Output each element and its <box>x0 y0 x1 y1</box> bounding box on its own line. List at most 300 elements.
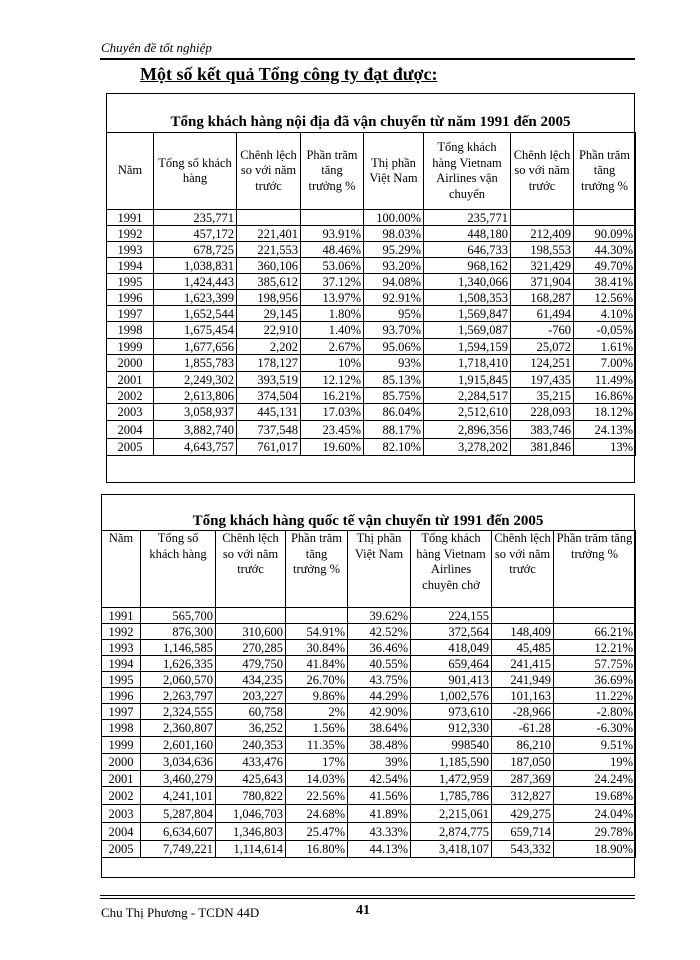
table-cell: 287,369 <box>492 771 554 787</box>
year-cell: 1998 <box>107 322 154 339</box>
table-cell: 148,409 <box>492 624 554 640</box>
table-cell: 457,172 <box>154 226 237 242</box>
table-cell: 1,046,703 <box>216 805 286 823</box>
table-cell: 12.56% <box>574 290 636 306</box>
table-cell <box>301 210 364 226</box>
table-header-row <box>102 531 636 608</box>
table-cell: 93.20% <box>364 258 424 274</box>
table-cell: -2.80% <box>554 704 636 720</box>
table-cell: 11.35% <box>286 737 348 754</box>
table-cell: 57.75% <box>554 656 636 672</box>
table-row <box>107 322 636 339</box>
table-cell: 54.91% <box>286 624 348 640</box>
table-cell: 85.75% <box>364 388 424 404</box>
table-cell: 2,896,356 <box>424 421 511 439</box>
table-cell: 5,287,804 <box>141 805 216 823</box>
year-cell: 2001 <box>102 771 141 787</box>
table-cell: 93% <box>364 355 424 372</box>
table-cell: 221,401 <box>237 226 301 242</box>
table-cell: -61.28 <box>492 720 554 737</box>
table-row <box>107 372 636 388</box>
table-cell: 90.09% <box>574 226 636 242</box>
international-table-caption: Tổng khách hàng quốc tế vận chuyển từ 1991 đến 2005 <box>192 513 544 529</box>
table-cell: 92.91% <box>364 290 424 306</box>
table-cell: 1,114,614 <box>216 841 286 858</box>
column-header: Phần trăm tăng trưởng % <box>574 133 636 210</box>
table-cell: 418,049 <box>411 640 492 656</box>
table-row <box>107 339 636 355</box>
domestic-table-caption: Tổng khách hàng nội địa đã vận chuyển từ năm 1991 đến 2005 <box>170 114 571 130</box>
table-cell: 36.46% <box>348 640 411 656</box>
table-cell: 95% <box>364 306 424 322</box>
year-cell: 2000 <box>107 355 154 372</box>
table-cell: 433,476 <box>216 754 286 771</box>
table-cell: 1,472,959 <box>411 771 492 787</box>
table-cell: 42.52% <box>348 624 411 640</box>
year-cell: 1993 <box>102 640 141 656</box>
table-cell: 235,771 <box>424 210 511 226</box>
year-cell: 1997 <box>102 704 141 720</box>
table-cell: 228,093 <box>511 404 574 421</box>
table-cell: 4.10% <box>574 306 636 322</box>
table-cell: 187,050 <box>492 754 554 771</box>
table-cell: 29,145 <box>237 306 301 322</box>
table-cell: 901,413 <box>411 672 492 688</box>
table-cell: 38.41% <box>574 274 636 290</box>
year-cell: 2003 <box>102 805 141 823</box>
table-cell: 19.60% <box>301 439 364 456</box>
international-table-frame <box>101 494 635 878</box>
column-header: Chênh lệch so với năm trước <box>216 531 286 608</box>
table-cell: 45,485 <box>492 640 554 656</box>
table-cell: 101,163 <box>492 688 554 704</box>
table-cell: 360,106 <box>237 258 301 274</box>
table-cell: 2,601,160 <box>141 737 216 754</box>
table-cell: 19% <box>554 754 636 771</box>
table-cell: 1,508,353 <box>424 290 511 306</box>
table-cell: 393,519 <box>237 372 301 388</box>
table-cell: 197,435 <box>511 372 574 388</box>
table-cell: 3,418,107 <box>411 841 492 858</box>
table-cell: 2,060,570 <box>141 672 216 688</box>
table-cell: 2,324,555 <box>141 704 216 720</box>
table-cell: 44.30% <box>574 242 636 258</box>
table-cell: 38.64% <box>348 720 411 737</box>
column-header: Chênh lệch so với năm trước <box>511 133 574 210</box>
table-row <box>107 439 636 456</box>
table-cell: 1,185,590 <box>411 754 492 771</box>
page-header: Chuyên đề tốt nghiệp <box>101 40 212 55</box>
table-cell: 30.84% <box>286 640 348 656</box>
column-header: Thị phần Việt Nam <box>364 133 424 210</box>
table-row <box>102 640 636 656</box>
table-cell: 1.80% <box>301 306 364 322</box>
table-cell: 2,263,797 <box>141 688 216 704</box>
table-cell: 36,252 <box>216 720 286 737</box>
table-cell: 95.29% <box>364 242 424 258</box>
table-cell: 41.56% <box>348 787 411 805</box>
year-cell: 2004 <box>102 823 141 841</box>
table-cell: 1,626,335 <box>141 656 216 672</box>
table-row <box>107 274 636 290</box>
year-cell: 1994 <box>102 656 141 672</box>
table-cell: 1,652,544 <box>154 306 237 322</box>
table-cell <box>492 608 554 624</box>
table-cell: 659,714 <box>492 823 554 841</box>
table-cell: 198,553 <box>511 242 574 258</box>
table-cell: 98.03% <box>364 226 424 242</box>
table-row <box>102 608 636 624</box>
table-cell: 780,822 <box>216 787 286 805</box>
table-cell: 6,634,607 <box>141 823 216 841</box>
table-cell: 95.06% <box>364 339 424 355</box>
table-row <box>102 805 636 823</box>
table-cell: 60,758 <box>216 704 286 720</box>
table-row <box>102 737 636 754</box>
table-cell: 11.22% <box>554 688 636 704</box>
table-cell: 224,155 <box>411 608 492 624</box>
table-cell: 761,017 <box>237 439 301 456</box>
table-cell: 18.12% <box>574 404 636 421</box>
table-cell: 11.49% <box>574 372 636 388</box>
column-header: Phần trăm tăng trưởng % <box>301 133 364 210</box>
table-cell: 2% <box>286 704 348 720</box>
table-cell: 14.03% <box>286 771 348 787</box>
year-cell: 2001 <box>107 372 154 388</box>
table-cell: 434,235 <box>216 672 286 688</box>
column-header: Phần trăm tăng trưởng % <box>286 531 348 608</box>
table-cell: 36.69% <box>554 672 636 688</box>
column-header: Phần trăm tăng trưởng % <box>554 531 636 608</box>
table-cell: 1,718,410 <box>424 355 511 372</box>
table-cell: 13% <box>574 439 636 456</box>
table-row <box>102 656 636 672</box>
table-cell: 25,072 <box>511 339 574 355</box>
year-cell: 1994 <box>107 258 154 274</box>
table-cell: 737,548 <box>237 421 301 439</box>
table-row <box>102 787 636 805</box>
table-cell: 321,429 <box>511 258 574 274</box>
table-cell: 374,504 <box>237 388 301 404</box>
table-cell: 41.84% <box>286 656 348 672</box>
table-cell: 13.97% <box>301 290 364 306</box>
table-cell <box>554 608 636 624</box>
table-cell: 1,569,847 <box>424 306 511 322</box>
column-header: Năm <box>107 133 154 210</box>
year-cell: 2003 <box>107 404 154 421</box>
year-cell: 2002 <box>107 388 154 404</box>
table-cell: 241,949 <box>492 672 554 688</box>
table-cell: 312,827 <box>492 787 554 805</box>
table-cell: 22.56% <box>286 787 348 805</box>
table-cell: 998540 <box>411 737 492 754</box>
table-cell: 1,346,803 <box>216 823 286 841</box>
table-cell: 383,746 <box>511 421 574 439</box>
table-cell: 3,034,636 <box>141 754 216 771</box>
table-cell: 371,904 <box>511 274 574 290</box>
table-cell: 3,882,740 <box>154 421 237 439</box>
table-cell: 168,287 <box>511 290 574 306</box>
table-cell: 24.13% <box>574 421 636 439</box>
table-cell: 39% <box>348 754 411 771</box>
column-header: Tổng khách hàng Vietnam Airlines chuyên chở <box>411 531 492 608</box>
table-cell: 7,749,221 <box>141 841 216 858</box>
table-cell: 2,613,806 <box>154 388 237 404</box>
table-cell: 2,512,610 <box>424 404 511 421</box>
table-cell: 2,202 <box>237 339 301 355</box>
table-row <box>102 704 636 720</box>
column-header: Năm <box>102 531 141 608</box>
table-cell: 445,131 <box>237 404 301 421</box>
table-cell: 178,127 <box>237 355 301 372</box>
table-cell: 82.10% <box>364 439 424 456</box>
table-cell: 1.61% <box>574 339 636 355</box>
column-header: Chênh lệch so với năm trước <box>492 531 554 608</box>
table-cell: 2.67% <box>301 339 364 355</box>
table-cell: 372,564 <box>411 624 492 640</box>
section-title: Một số kết quả Tổng công ty đạt được: <box>140 64 438 84</box>
table-cell: 17% <box>286 754 348 771</box>
table-cell: 19.68% <box>554 787 636 805</box>
table-row <box>102 720 636 737</box>
table-cell: 38.48% <box>348 737 411 754</box>
table-cell: 1,569,087 <box>424 322 511 339</box>
table-cell: 3,460,279 <box>141 771 216 787</box>
year-cell: 2004 <box>107 421 154 439</box>
table-cell: 16.86% <box>574 388 636 404</box>
year-cell: 1991 <box>107 210 154 226</box>
year-cell: 1996 <box>102 688 141 704</box>
table-cell <box>237 210 301 226</box>
table-cell: 23.45% <box>301 421 364 439</box>
column-header: Tổng số khách hàng <box>141 531 216 608</box>
table-cell: 1.56% <box>286 720 348 737</box>
table-cell: 479,750 <box>216 656 286 672</box>
table-cell: 25.47% <box>286 823 348 841</box>
column-header: Thị phần Việt Nam <box>348 531 411 608</box>
table-row <box>107 258 636 274</box>
table-cell: 16.80% <box>286 841 348 858</box>
table-cell: 22,910 <box>237 322 301 339</box>
year-cell: 2000 <box>102 754 141 771</box>
table-cell: -0,05% <box>574 322 636 339</box>
table-cell: 912,330 <box>411 720 492 737</box>
table-cell: 44.29% <box>348 688 411 704</box>
table-cell: 429,275 <box>492 805 554 823</box>
table-cell: 39.62% <box>348 608 411 624</box>
table-cell: 9.86% <box>286 688 348 704</box>
table-cell: -6.30% <box>554 720 636 737</box>
year-cell: 1992 <box>107 226 154 242</box>
year-cell: 2005 <box>107 439 154 456</box>
table-cell <box>574 210 636 226</box>
table-cell: -28,966 <box>492 704 554 720</box>
table-cell: 1,002,576 <box>411 688 492 704</box>
table-cell: 53.06% <box>301 258 364 274</box>
table-cell: 1,855,783 <box>154 355 237 372</box>
table-cell: 124,251 <box>511 355 574 372</box>
table-row <box>107 355 636 372</box>
table-cell: 86,210 <box>492 737 554 754</box>
year-cell: 1999 <box>107 339 154 355</box>
table-row <box>102 624 636 640</box>
table-cell: 2,284,517 <box>424 388 511 404</box>
table-cell: 448,180 <box>424 226 511 242</box>
column-header: Tổng số khách hàng <box>154 133 237 210</box>
table-cell: 40.55% <box>348 656 411 672</box>
table-row <box>107 210 636 226</box>
footer-rule <box>100 898 635 899</box>
table-cell: 212,409 <box>511 226 574 242</box>
year-cell: 2002 <box>102 787 141 805</box>
year-cell: 1995 <box>107 274 154 290</box>
footer-author: Chu Thị Phương - TCDN 44D <box>101 905 260 920</box>
domestic-passengers-table <box>106 132 636 456</box>
table-cell: 42.54% <box>348 771 411 787</box>
table-row <box>107 306 636 322</box>
table-cell: 1,594,159 <box>424 339 511 355</box>
table-cell: 17.03% <box>301 404 364 421</box>
header-rule <box>100 58 635 60</box>
table-cell: 12.21% <box>554 640 636 656</box>
table-row <box>102 672 636 688</box>
table-cell <box>216 608 286 624</box>
year-cell: 1996 <box>107 290 154 306</box>
year-cell: 2005 <box>102 841 141 858</box>
table-cell: 26.70% <box>286 672 348 688</box>
table-cell: 240,353 <box>216 737 286 754</box>
table-cell: 41.89% <box>348 805 411 823</box>
table-cell: 4,643,757 <box>154 439 237 456</box>
table-cell: 43.75% <box>348 672 411 688</box>
table-cell: 12.12% <box>301 372 364 388</box>
page-number: 41 <box>356 903 370 918</box>
year-cell: 1998 <box>102 720 141 737</box>
table-cell: 678,725 <box>154 242 237 258</box>
table-cell: 310,600 <box>216 624 286 640</box>
column-header: Chênh lệch so với năm trước <box>237 133 301 210</box>
table-cell: 425,643 <box>216 771 286 787</box>
table-row <box>102 688 636 704</box>
table-cell: 1,038,831 <box>154 258 237 274</box>
domestic-table-frame <box>106 93 635 483</box>
table-cell: 1,915,845 <box>424 372 511 388</box>
table-cell: 48.46% <box>301 242 364 258</box>
table-cell: 1,623,399 <box>154 290 237 306</box>
table-cell: 385,612 <box>237 274 301 290</box>
table-cell: 2,249,302 <box>154 372 237 388</box>
year-cell: 1997 <box>107 306 154 322</box>
table-cell: 86.04% <box>364 404 424 421</box>
table-cell: 2,360,807 <box>141 720 216 737</box>
table-cell: 29.78% <box>554 823 636 841</box>
year-cell: 1992 <box>102 624 141 640</box>
table-cell: 1,146,585 <box>141 640 216 656</box>
table-cell: 3,058,937 <box>154 404 237 421</box>
table-row <box>102 754 636 771</box>
table-cell: 24.04% <box>554 805 636 823</box>
table-cell: 198,956 <box>237 290 301 306</box>
table-cell: 2,215,061 <box>411 805 492 823</box>
table-cell: 37.12% <box>301 274 364 290</box>
table-cell: 66.21% <box>554 624 636 640</box>
table-cell: 100.00% <box>364 210 424 226</box>
table-cell: 9.51% <box>554 737 636 754</box>
table-cell: 4,241,101 <box>141 787 216 805</box>
table-cell: 88.17% <box>364 421 424 439</box>
table-cell: 968,162 <box>424 258 511 274</box>
column-header: Tổng khách hàng Vietnam Airlines vận chuyển <box>424 133 511 210</box>
table-cell: 85.13% <box>364 372 424 388</box>
table-cell: 2,874,775 <box>411 823 492 841</box>
table-cell: 646,733 <box>424 242 511 258</box>
table-cell: 241,415 <box>492 656 554 672</box>
table-cell: 93.91% <box>301 226 364 242</box>
table-row <box>107 226 636 242</box>
table-cell: 1,424,443 <box>154 274 237 290</box>
table-row <box>102 771 636 787</box>
table-cell: 24.24% <box>554 771 636 787</box>
table-row <box>102 823 636 841</box>
table-cell: 876,300 <box>141 624 216 640</box>
year-cell: 1991 <box>102 608 141 624</box>
table-row <box>107 242 636 258</box>
table-cell: -760 <box>511 322 574 339</box>
year-cell: 1995 <box>102 672 141 688</box>
international-passengers-table <box>101 530 636 858</box>
table-cell: 381,846 <box>511 439 574 456</box>
table-cell: 1,340,066 <box>424 274 511 290</box>
table-cell: 203,227 <box>216 688 286 704</box>
table-header-row <box>107 133 636 210</box>
table-cell: 1,785,786 <box>411 787 492 805</box>
table-cell: 3,278,202 <box>424 439 511 456</box>
table-cell: 18.90% <box>554 841 636 858</box>
table-cell: 270,285 <box>216 640 286 656</box>
table-cell: 16.21% <box>301 388 364 404</box>
table-cell: 1,677,656 <box>154 339 237 355</box>
table-row <box>107 388 636 404</box>
table-cell: 221,553 <box>237 242 301 258</box>
table-cell: 543,332 <box>492 841 554 858</box>
table-cell: 61,494 <box>511 306 574 322</box>
table-row <box>102 841 636 858</box>
table-cell: 10% <box>301 355 364 372</box>
table-row <box>107 290 636 306</box>
year-cell: 1993 <box>107 242 154 258</box>
table-cell: 24.68% <box>286 805 348 823</box>
table-row <box>107 404 636 421</box>
table-cell: 973,610 <box>411 704 492 720</box>
table-row <box>107 421 636 439</box>
table-cell: 235,771 <box>154 210 237 226</box>
table-cell: 42.90% <box>348 704 411 720</box>
table-cell: 94.08% <box>364 274 424 290</box>
table-cell: 35,215 <box>511 388 574 404</box>
table-cell: 49.70% <box>574 258 636 274</box>
table-cell: 659,464 <box>411 656 492 672</box>
table-cell: 43.33% <box>348 823 411 841</box>
table-cell: 565,700 <box>141 608 216 624</box>
table-cell: 1,675,454 <box>154 322 237 339</box>
table-cell: 7.00% <box>574 355 636 372</box>
footer-rule <box>100 895 635 896</box>
table-cell <box>511 210 574 226</box>
table-cell: 1.40% <box>301 322 364 339</box>
year-cell: 1999 <box>102 737 141 754</box>
table-cell: 93.70% <box>364 322 424 339</box>
table-cell: 44.13% <box>348 841 411 858</box>
